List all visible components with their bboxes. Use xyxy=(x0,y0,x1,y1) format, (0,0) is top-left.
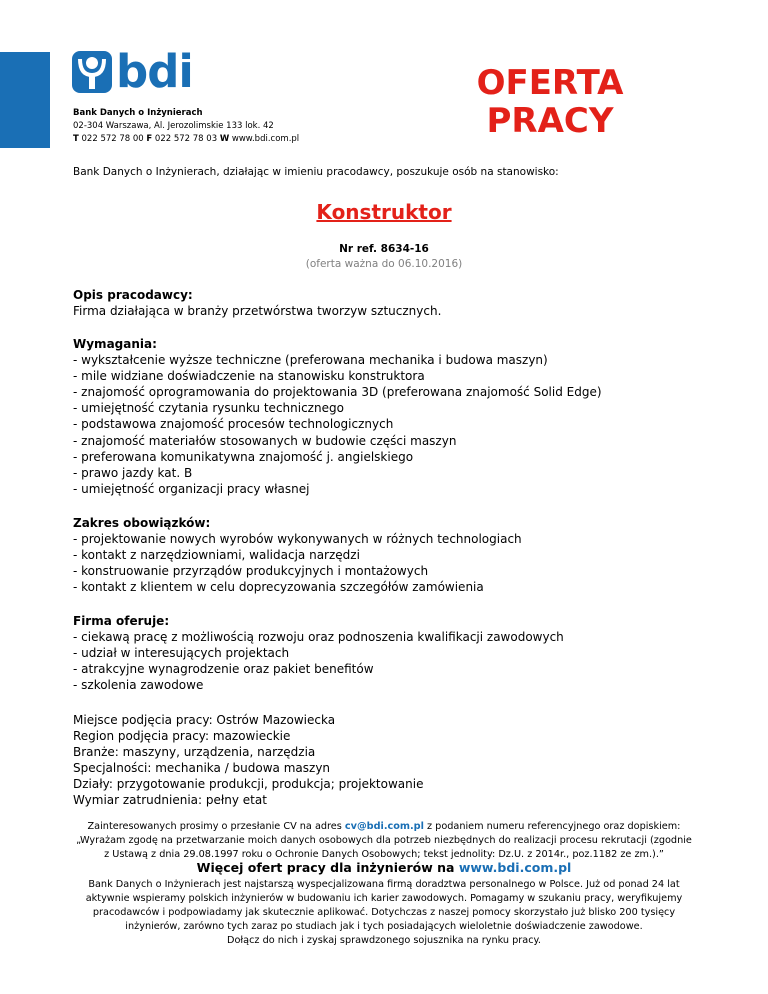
company-address: 02-304 Warszawa, Al. Jerozolimskie 133 lok. 42 xyxy=(73,121,274,131)
list-item: - kontakt z narzędziowniami, walidacja narzędzi xyxy=(73,548,360,563)
bdi-logo-icon xyxy=(72,51,112,93)
detail-specialties: Specjalności: mechanika / budowa maszyn xyxy=(73,761,331,776)
more-offers xyxy=(0,860,768,875)
consent-line-1: „Wyrażam zgodę na przetwarzanie moich danych osobowych dla potrzeb niezbędnych do realizacji procesu rekrutacji (zgodnie xyxy=(76,835,692,846)
cv-line xyxy=(40,820,728,834)
list-item: - projektowanie nowych wyrobów wykonywanych w różnych technologiach xyxy=(73,532,522,547)
offer-validity: (oferta ważna do 06.10.2016) xyxy=(305,258,463,270)
bdi-logo xyxy=(72,45,193,98)
list-item: - konstruowanie przyrządów produkcyjnych i montażowych xyxy=(73,564,429,579)
employer-section xyxy=(73,287,441,319)
web-address[interactable]: www.bdi.com.pl xyxy=(231,134,300,144)
duties-section xyxy=(73,515,522,595)
details-section xyxy=(73,712,423,809)
list-item: - umiejętność organizacji pracy własnej xyxy=(73,481,310,496)
application-instructions xyxy=(40,820,728,862)
list-item: - atrakcyjne wynagrodzenie oraz pakiet benefitów xyxy=(73,662,374,677)
logo-text: bdi xyxy=(116,45,193,98)
offers-heading: Firma oferuje: xyxy=(73,614,170,628)
list-item: - udział w interesujących projektach xyxy=(73,646,290,661)
consent-line-2: z Ustawą z dnia 29.08.1997 roku o Ochronie Danych Osobowych; tekst jednolity: Dz.U. z 2014r., poz.1182 ze zm.).” xyxy=(104,849,664,860)
employer-text: Firma działająca w branży przetwórstwa tworzyw sztucznych. xyxy=(73,304,442,319)
offer-title-line1: OFERTA xyxy=(476,63,624,103)
detail-departments: Działy: przygotowanie produkcji, produkcja; projektowanie xyxy=(73,777,424,792)
phone-label: T xyxy=(73,134,79,144)
list-item: - umiejętność czytania rysunku technicznego xyxy=(73,401,344,416)
company-contacts xyxy=(73,133,299,146)
cv-email-link[interactable]: cv@bdi.com.pl xyxy=(344,821,424,832)
fax-label: F xyxy=(146,134,153,144)
company-info xyxy=(73,107,299,146)
list-item: - prawo jazdy kat. B xyxy=(73,465,193,480)
about-line-5: Dołącz do nich i zyskaj sprawdzonego sojusznika na rynku pracy. xyxy=(227,935,541,946)
cv-text-before: Zainteresowanych prosimy o przesłanie CV na adres xyxy=(87,821,345,832)
intro-text: Bank Danych o Inżynierach, działając w imieniu pracodawcy, poszukuje osób na stanowisko: xyxy=(73,166,559,178)
detail-location: Miejsce podjęcia pracy: Ostrów Mazowiecka xyxy=(73,713,336,727)
list-item: - szkolenia zawodowe xyxy=(73,678,204,693)
requirements-section xyxy=(73,336,602,497)
list-item: - kontakt z klientem w celu doprecyzowania szczegółów zamówienia xyxy=(73,580,484,595)
fax-number: 022 572 78 03 xyxy=(154,134,218,144)
requirements-heading: Wymagania: xyxy=(73,337,157,351)
list-item: - znajomość materiałów stosowanych w budowie części maszyn xyxy=(73,433,457,448)
reference-number: Nr ref. 8634-16 xyxy=(339,243,429,255)
position-title: Konstruktor xyxy=(316,200,452,224)
company-name: Bank Danych o Inżynierach xyxy=(73,108,203,118)
list-item: - mile widziane doświadczenie na stanowisku konstruktora xyxy=(73,369,425,384)
about-line-2: aktywnie wspieramy polskich inżynierów w budowaniu ich karier zawodowych. Pomagamy w szukaniu pracy, weryfikujemy xyxy=(85,893,683,904)
list-item: - wykształcenie wyższe techniczne (preferowana mechanika i budowa maszyn) xyxy=(73,353,548,368)
offers-section xyxy=(73,613,564,693)
list-item: - podstawowa znajomość procesów technologicznych xyxy=(73,417,394,432)
about-line-4: inżynierów, zarówno tych zaraz po studiach jak i tych posiadających wieloletnie doświadczenie zawodowe. xyxy=(125,921,643,932)
list-item: - znajomość oprogramowania do projektowania 3D (preferowana znajomość Solid Edge) xyxy=(73,385,602,400)
detail-industries: Branże: maszyny, urządzenia, narzędzia xyxy=(73,745,316,760)
offer-title-line2: PRACY xyxy=(486,101,614,141)
phone-number: 022 572 78 00 xyxy=(81,134,144,144)
detail-region: Region podjęcia pracy: mazowieckie xyxy=(73,729,291,744)
cv-text-after: z podaniem numeru referencyjnego oraz dopiskiem: xyxy=(423,821,681,832)
detail-employment: Wymiar zatrudnienia: pełny etat xyxy=(73,793,267,808)
web-label: W xyxy=(219,134,230,144)
about-company xyxy=(40,878,728,948)
more-offers-link[interactable]: www.bdi.com.pl xyxy=(458,860,572,875)
offer-title xyxy=(440,64,660,140)
list-item: - ciekawą pracę z możliwością rozwoju oraz podnoszenia kwalifikacji zawodowych xyxy=(73,630,564,645)
side-accent-bar xyxy=(0,52,50,148)
duties-heading: Zakres obowiązków: xyxy=(73,516,211,530)
about-line-1: Bank Danych o Inżynierach jest najstarszą wyspecjalizowana firmą doradztwa personalnego w Polsce. Już od ponad 24 lat xyxy=(88,879,680,890)
list-item: - preferowana komunikatywna znajomość j. angielskiego xyxy=(73,449,414,464)
about-line-3: pracodawców i podpowiadamy jak skutecznie aplikować. Dotychczas z naszej pomocy skorzystało już blisko 200 tysięcy xyxy=(92,907,676,918)
more-offers-text: Więcej ofert pracy dla inżynierów na xyxy=(196,860,459,875)
employer-heading: Opis pracodawcy: xyxy=(73,288,193,302)
